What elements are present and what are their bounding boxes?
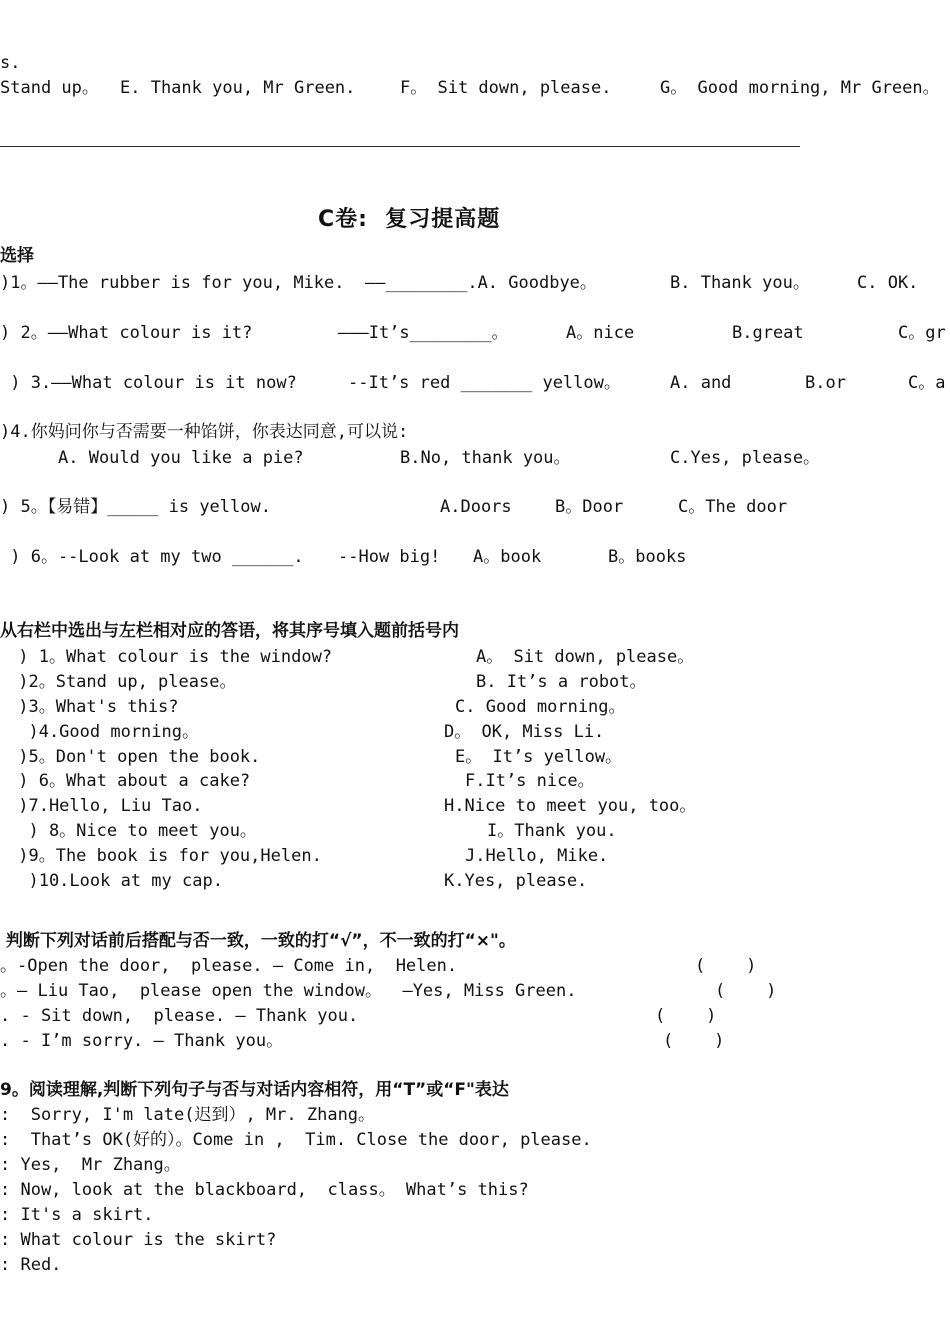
question-5-option-b: B。Door (555, 497, 624, 517)
section-heading-matching: 从右栏中选出与左栏相对应的答语，将其序号填入题前括号内 (0, 621, 459, 641)
section-heading-choice: 选择 (0, 246, 34, 266)
judge-item: 。-Open the door, please. — Come in, Helen. (0, 956, 458, 976)
dialogue-line: : Now, look at the blackboard, class。 What’s this? (0, 1180, 529, 1200)
question-5-option-a: A.Doors (440, 497, 512, 517)
match-left-item: )5。Don't open the book. (8, 747, 261, 767)
match-left-item: )9。The book is for you,Helen. (8, 846, 322, 866)
question-6-option-b: B。books (608, 547, 687, 567)
judge-bracket: ( ) (663, 1031, 725, 1051)
divider-line (0, 146, 800, 147)
fragment-text: s. (0, 53, 21, 73)
option-g: G。 Good morning, Mr Green。 (660, 78, 940, 98)
question-3-stem: ) 3.——What colour is it now? (0, 373, 297, 393)
question-3-answer: --It’s red _______ yellow。 (348, 373, 621, 393)
match-left-item: )7.Hello, Liu Tao. (8, 796, 203, 816)
question-3-option-b: B.or (805, 373, 846, 393)
match-right-item: H.Nice to meet you, too。 (444, 796, 697, 816)
option-stand-up: Stand up。 (0, 78, 99, 98)
match-right-item: F.It’s nice。 (465, 771, 595, 791)
question-5-option-c: C。The door (678, 497, 788, 517)
question-1-stem: )1。——The rubber is for you, Mike. ——________.A. Goodbye。 (0, 273, 597, 293)
question-2-stem: ) 2。——What colour is it? (0, 323, 253, 343)
judge-item: . - Sit down, please. — Thank you. (0, 1006, 359, 1026)
match-left-item: )2。Stand up, please。 (8, 672, 237, 692)
section-heading-reading: 9。阅读理解,判断下列句子与否与对话内容相符，用“T”或“F"表达 (0, 1080, 509, 1100)
question-4-stem: )4.你妈问你与否需要一种馅饼，你表达同意,可以说: (0, 422, 409, 442)
match-right-item: J.Hello, Mike. (465, 846, 609, 866)
match-right-item: D。 OK, Miss Li. (444, 722, 605, 742)
dialogue-line: : That’s OK(好的）。Come in , Tim. Close the door, please. (0, 1130, 592, 1150)
judge-bracket: ( ) (655, 1006, 717, 1026)
dialogue-line: : Red. (0, 1255, 62, 1275)
question-4-option-c: C.Yes, please。 (670, 448, 821, 468)
question-2-option-b: B.great (732, 323, 804, 343)
dialogue-line: : Sorry, I'm late(迟到）, Mr. Zhang。 (0, 1105, 376, 1125)
judge-bracket: ( ) (695, 956, 757, 976)
page-title: C卷: 复习提高题 (318, 207, 501, 232)
match-right-item: A。 Sit down, please。 (476, 647, 695, 667)
match-right-item: I。Thank you. (487, 821, 617, 841)
match-left-item: ) 8。Nice to meet you。 (8, 821, 257, 841)
match-right-item: K.Yes, please. (444, 871, 588, 891)
question-3-option-a: A. and (670, 373, 732, 393)
section-heading-judge: 判断下列对话前后搭配与否一致，一致的打“√”，不一致的打“×"。 (0, 931, 516, 951)
dialogue-line: : Yes, Mr Zhang。 (0, 1155, 181, 1175)
question-4-option-a: A. Would you like a pie? (58, 448, 304, 468)
question-1-option-b: B. Thank you。 (670, 273, 810, 293)
option-e: E. Thank you, Mr Green. (120, 78, 356, 98)
dialogue-line: : It's a skirt. (0, 1205, 154, 1225)
judge-item: . - I’m sorry. — Thank you。 (0, 1031, 284, 1051)
option-f: F。 Sit down, please. (400, 78, 612, 98)
question-2-option-a: A。nice (566, 323, 635, 343)
judge-bracket: ( ) (715, 981, 777, 1001)
question-6-answer: --How big! (338, 547, 441, 567)
question-1-option-c: C. OK. (857, 273, 919, 293)
question-4-option-b: B.No, thank you。 (400, 448, 571, 468)
match-right-item: C. Good morning。 (455, 697, 626, 717)
judge-item: 。— Liu Tao, please open the window。 —Yes, Miss Green. (0, 981, 577, 1001)
question-2-answer: ———It’s________。 (338, 323, 509, 343)
question-5-stem: ) 5。【易错】_____ is yellow. (0, 497, 271, 517)
match-left-item: ) 6。What about a cake? (8, 771, 251, 791)
match-left-item: )4.Good morning。 (8, 722, 199, 742)
match-left-item: ) 1。What colour is the window? (8, 647, 333, 667)
question-3-option-c: C。a (908, 373, 946, 393)
question-6-option-a: A。book (473, 547, 542, 567)
match-right-item: E。 It’s yellow。 (455, 747, 623, 767)
match-left-item: )10.Look at my cap. (8, 871, 223, 891)
match-left-item: )3。What's this? (8, 697, 179, 717)
match-right-item: B. It’s a robot。 (476, 672, 647, 692)
question-6-stem: ) 6。--Look at my two ______. (0, 547, 304, 567)
dialogue-line: : What colour is the skirt? (0, 1230, 277, 1250)
question-2-option-c: C。gr (898, 323, 946, 343)
